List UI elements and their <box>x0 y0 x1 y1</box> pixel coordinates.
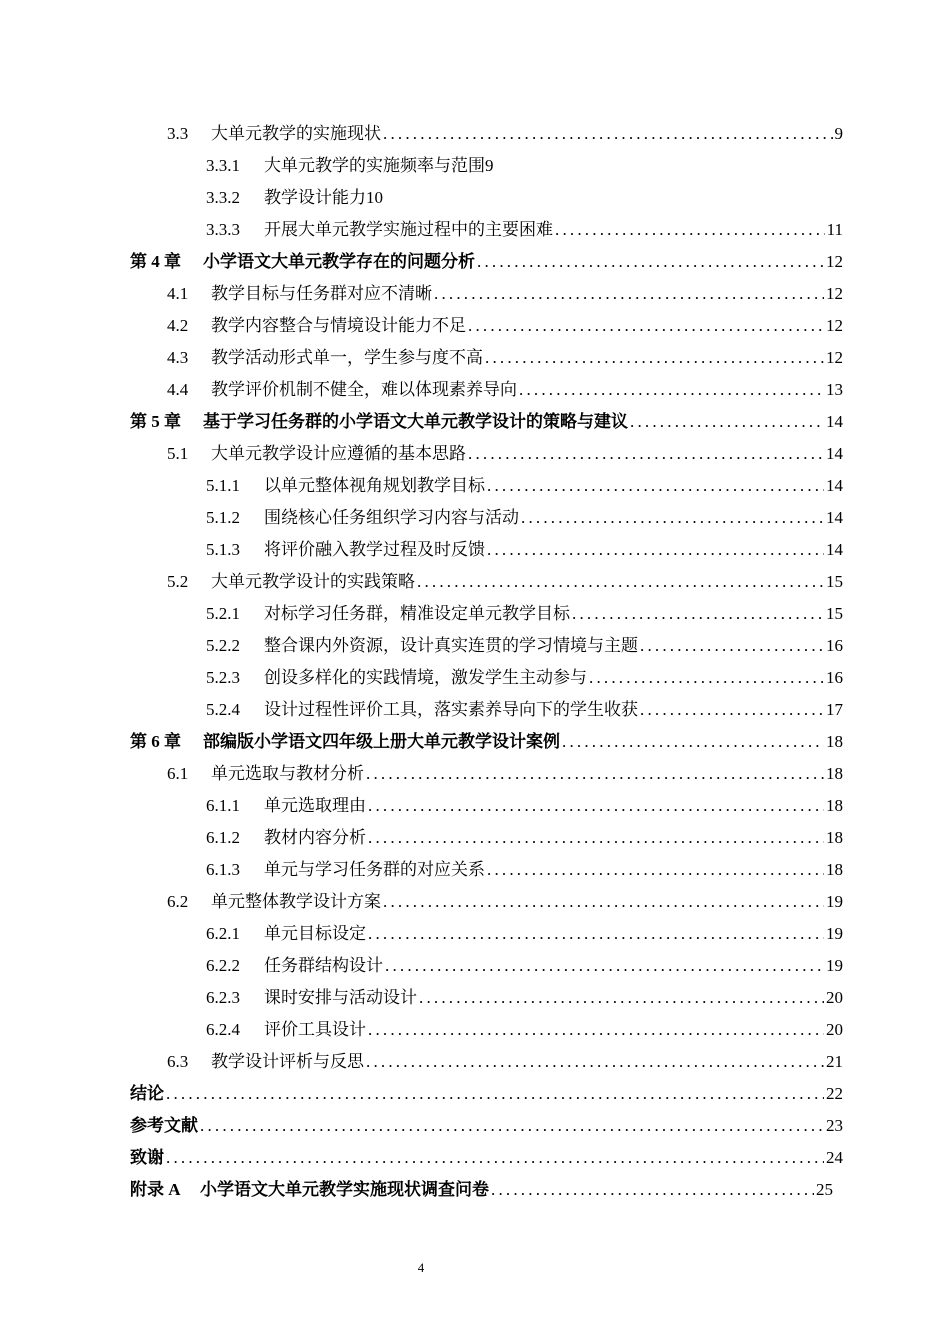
toc-dot-leader <box>368 790 824 822</box>
toc-dot-leader <box>366 758 824 790</box>
toc-entry-page: 14 <box>826 540 843 559</box>
toc-dot-leader <box>166 1142 824 1174</box>
toc-entry-title: 教学评价机制不健全，难以体现素养导向 <box>211 380 517 399</box>
toc-entry-number: 3.3 <box>167 124 189 143</box>
toc-entry-title: 部编版小学语文四年级上册大单元教学设计案例 <box>203 732 560 751</box>
toc-entry[interactable] <box>130 1078 843 1110</box>
toc-dot-leader <box>487 854 824 886</box>
toc-dot-leader <box>383 886 824 918</box>
toc-dot-leader <box>640 630 824 662</box>
toc-entry-page: 19 <box>826 892 843 911</box>
toc-entry[interactable] <box>130 662 843 694</box>
toc-entry-page: 12 <box>826 252 843 271</box>
toc-entry[interactable] <box>130 150 843 182</box>
toc-entry[interactable] <box>130 918 843 950</box>
page-number: 4 <box>417 1260 425 1275</box>
toc-entry-title: 教学设计评析与反思 <box>211 1052 364 1071</box>
toc-entry-number: 6.1 <box>167 764 189 783</box>
toc-entry[interactable] <box>130 470 843 502</box>
toc-entry-title: 单元选取与教材分析 <box>211 764 364 783</box>
toc-entry[interactable] <box>130 822 843 854</box>
toc-entry[interactable] <box>130 726 843 758</box>
toc-dot-leader <box>491 1174 814 1206</box>
toc-entry-page: 18 <box>826 860 843 879</box>
toc-entry-title: 大单元教学的实施现状 <box>211 124 381 143</box>
toc-entry-title: 单元与学习任务群的对应关系 <box>264 860 485 879</box>
toc-entry-page: 22 <box>826 1084 843 1103</box>
toc-dot-leader <box>589 662 824 694</box>
toc-dot-leader <box>368 918 824 950</box>
toc-entry-number: 6.1.2 <box>206 828 240 847</box>
toc-entry[interactable] <box>130 630 843 662</box>
toc-entry-number: 3.3.3 <box>206 220 240 239</box>
toc-entry-number: 6.1.3 <box>206 860 240 879</box>
toc-entry-page: 20 <box>826 988 843 1007</box>
toc-entry-page: 18 <box>826 796 843 815</box>
toc-entry-title: 教材内容分析 <box>264 828 366 847</box>
toc-entry-title: 小学语文大单元教学存在的问题分析 <box>203 252 475 271</box>
toc-dot-leader <box>368 1014 824 1046</box>
toc-entry-title: 大单元教学的实施频率与范围9 <box>264 156 494 175</box>
toc-entry[interactable] <box>130 1110 843 1142</box>
toc-dot-leader <box>468 438 824 470</box>
toc-entry-page: 14 <box>826 476 843 495</box>
toc-entry-title: 单元目标设定 <box>264 924 366 943</box>
toc-entry-number: 6.2 <box>167 892 189 911</box>
toc-entry[interactable] <box>130 342 843 374</box>
toc-entry-number: 4.3 <box>167 348 189 367</box>
toc-dot-leader <box>640 694 824 726</box>
table-of-contents <box>130 118 843 1206</box>
toc-entry-page: 17 <box>826 700 843 719</box>
toc-dot-leader <box>166 1078 824 1110</box>
toc-entry-number: 第 5 章 <box>130 412 181 431</box>
toc-entry-title: 教学活动形式单一，学生参与度不高 <box>211 348 483 367</box>
toc-entry[interactable] <box>130 790 843 822</box>
toc-entry[interactable] <box>130 886 843 918</box>
toc-entry[interactable] <box>130 214 843 246</box>
toc-dot-leader <box>383 118 833 150</box>
toc-dot-leader <box>487 470 824 502</box>
toc-dot-leader <box>485 342 824 374</box>
toc-entry[interactable] <box>130 278 843 310</box>
toc-dot-leader <box>368 822 824 854</box>
toc-entry-number: 4.4 <box>167 380 189 399</box>
toc-entry-page: 11 <box>826 220 843 239</box>
toc-entry-page: 18 <box>826 764 843 783</box>
toc-entry-number: 5.2.3 <box>206 668 240 687</box>
toc-entry-number: 5.2.1 <box>206 604 240 623</box>
toc-entry-number: 6.2.1 <box>206 924 240 943</box>
toc-entry-title: 教学内容整合与情境设计能力不足 <box>211 316 466 335</box>
toc-entry-number: 6.1.1 <box>206 796 240 815</box>
toc-entry-number: 5.2.4 <box>206 700 240 719</box>
toc-entry-title: 设计过程性评价工具，落实素养导向下的学生收获 <box>264 700 638 719</box>
toc-entry-page: 16 <box>826 636 843 655</box>
page-footer <box>0 1260 950 1276</box>
toc-entry-title: 大单元教学设计的实践策略 <box>211 572 415 591</box>
toc-entry-page: 12 <box>826 284 843 303</box>
toc-dot-leader <box>630 406 824 438</box>
toc-entry[interactable] <box>130 502 843 534</box>
toc-entry-title: 单元选取理由 <box>264 796 366 815</box>
toc-dot-leader <box>555 214 825 246</box>
toc-entry-title: 单元整体教学设计方案 <box>211 892 381 911</box>
toc-entry-title: 以单元整体视角规划教学目标 <box>264 476 485 495</box>
toc-entry-page: 14 <box>826 412 843 431</box>
toc-entry[interactable] <box>130 566 843 598</box>
toc-entry-title: 任务群结构设计 <box>264 956 383 975</box>
toc-dot-leader <box>487 534 824 566</box>
toc-dot-leader <box>572 598 824 630</box>
toc-entry-number: 5.1 <box>167 444 189 463</box>
toc-entry-number: 3.3.2 <box>206 188 240 207</box>
toc-entry[interactable] <box>130 758 843 790</box>
toc-entry-number: 6.2.2 <box>206 956 240 975</box>
toc-entry[interactable] <box>130 310 843 342</box>
toc-entry[interactable] <box>130 854 843 886</box>
toc-entry-number: 4.1 <box>167 284 189 303</box>
toc-dot-leader <box>521 502 824 534</box>
toc-entry-page: 12 <box>826 348 843 367</box>
toc-dot-leader <box>366 1046 824 1078</box>
toc-entry-title: 围绕核心任务组织学习内容与活动 <box>264 508 519 527</box>
toc-entry-page: 18 <box>826 828 843 847</box>
toc-entry[interactable] <box>130 1046 843 1078</box>
toc-entry-number: 6.2.3 <box>206 988 240 1007</box>
toc-entry[interactable] <box>130 1174 843 1206</box>
toc-entry[interactable] <box>130 118 843 150</box>
toc-entry-title: 教学目标与任务群对应不清晰 <box>211 284 432 303</box>
toc-entry-number: 3.3.1 <box>206 156 240 175</box>
toc-entry-number: 5.2.2 <box>206 636 240 655</box>
toc-entry-title: 评价工具设计 <box>264 1020 366 1039</box>
toc-entry-number: 第 6 章 <box>130 732 181 751</box>
toc-entry-page: 9 <box>834 124 843 143</box>
toc-entry-number: 6.3 <box>167 1052 189 1071</box>
toc-entry-number: 第 4 章 <box>130 252 181 271</box>
toc-entry-number: 5.1.3 <box>206 540 240 559</box>
toc-entry[interactable] <box>130 182 843 214</box>
toc-entry[interactable] <box>130 982 843 1014</box>
toc-dot-leader <box>417 566 824 598</box>
toc-entry-page: 18 <box>826 732 843 751</box>
toc-dot-leader <box>434 278 824 310</box>
toc-entry[interactable] <box>130 694 843 726</box>
toc-entry-page: 14 <box>826 508 843 527</box>
toc-entry-page: 19 <box>826 924 843 943</box>
toc-entry[interactable] <box>130 1142 843 1174</box>
toc-dot-leader <box>477 246 824 278</box>
toc-entry[interactable] <box>130 598 843 630</box>
toc-entry-number: 6.2.4 <box>206 1020 240 1039</box>
toc-entry[interactable] <box>130 406 843 438</box>
toc-entry-page: 15 <box>826 604 843 623</box>
toc-entry-page: 25 <box>816 1180 833 1199</box>
toc-entry[interactable] <box>130 1014 843 1046</box>
toc-dot-leader <box>519 374 824 406</box>
toc-entry-title: 创设多样化的实践情境，激发学生主动参与 <box>264 668 587 687</box>
toc-dot-leader <box>385 950 824 982</box>
toc-entry-title: 致谢 <box>130 1148 164 1167</box>
toc-entry-page: 19 <box>826 956 843 975</box>
toc-entry-page: 21 <box>826 1052 843 1071</box>
toc-entry[interactable] <box>130 950 843 982</box>
toc-entry-title: 教学设计能力10 <box>264 188 383 207</box>
toc-entry-title: 将评价融入教学过程及时反馈 <box>264 540 485 559</box>
toc-entry-page: 24 <box>826 1148 843 1167</box>
toc-entry-title: 开展大单元教学实施过程中的主要困难 <box>264 220 553 239</box>
toc-dot-leader <box>419 982 824 1014</box>
toc-entry-number: 5.2 <box>167 572 189 591</box>
toc-dot-leader <box>468 310 824 342</box>
toc-entry-page: 16 <box>826 668 843 687</box>
toc-dot-leader <box>200 1110 824 1142</box>
toc-entry-page: 23 <box>826 1116 843 1135</box>
toc-entry-number: 附录 A <box>130 1180 181 1199</box>
toc-entry-page: 13 <box>826 380 843 399</box>
toc-entry-number: 5.1.1 <box>206 476 240 495</box>
toc-entry-title: 结论 <box>130 1084 164 1103</box>
toc-entry-title: 整合课内外资源，设计真实连贯的学习情境与主题 <box>264 636 638 655</box>
toc-entry[interactable] <box>130 534 843 566</box>
toc-entry-title: 对标学习任务群，精准设定单元教学目标 <box>264 604 570 623</box>
toc-entry[interactable] <box>130 438 843 470</box>
toc-entry-number: 5.1.2 <box>206 508 240 527</box>
toc-entry-title: 基于学习任务群的小学语文大单元教学设计的策略与建议 <box>203 412 628 431</box>
toc-entry-page: 15 <box>826 572 843 591</box>
toc-dot-leader <box>562 726 824 758</box>
toc-entry[interactable] <box>130 246 843 278</box>
toc-entry[interactable] <box>130 374 843 406</box>
toc-entry-title: 课时安排与活动设计 <box>264 988 417 1007</box>
toc-entry-title: 大单元教学设计应遵循的基本思路 <box>211 444 466 463</box>
toc-entry-number: 4.2 <box>167 316 189 335</box>
toc-entry-page: 14 <box>826 444 843 463</box>
toc-entry-page: 20 <box>826 1020 843 1039</box>
toc-entry-title: 小学语文大单元教学实施现状调查问卷 <box>200 1180 489 1199</box>
toc-entry-page: 12 <box>826 316 843 335</box>
toc-entry-title: 参考文献 <box>130 1116 198 1135</box>
